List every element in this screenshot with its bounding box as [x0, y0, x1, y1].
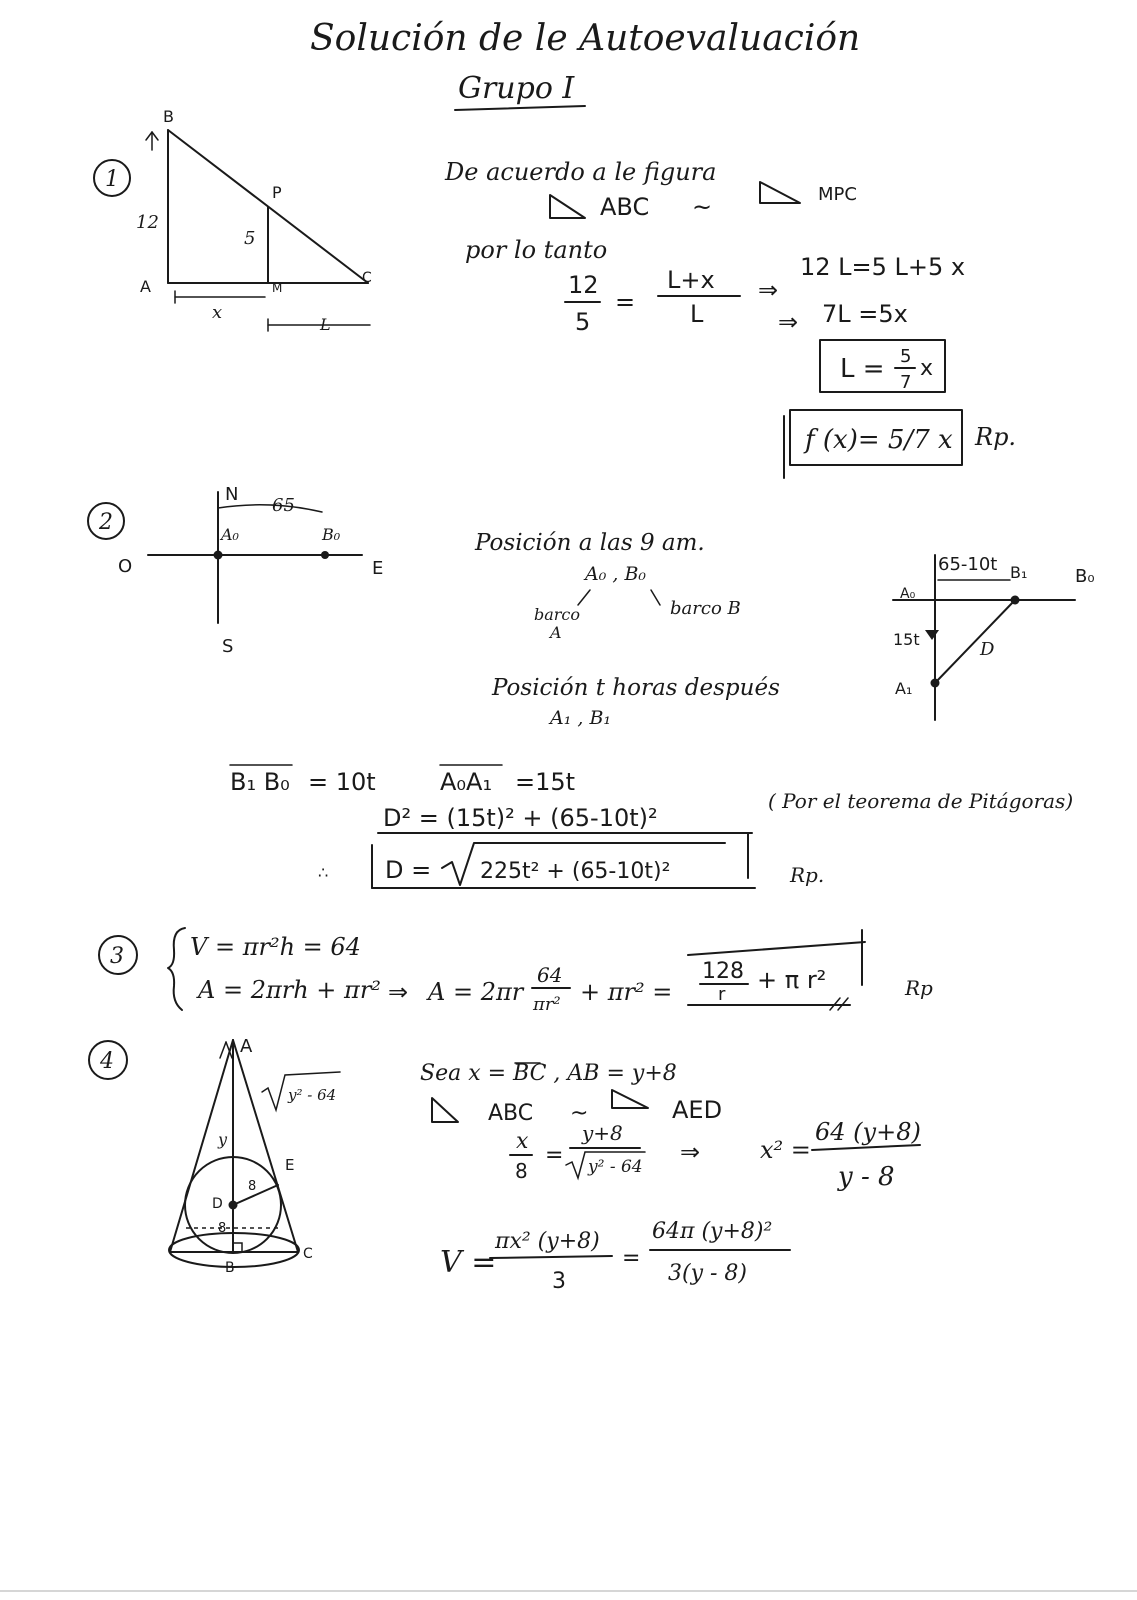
problem-1 [94, 107, 1016, 478]
p4-frac-x: x [516, 1129, 529, 1154]
p4-xsq-num: 64 (y+8) [815, 1118, 921, 1146]
p2-pos-t: Posición t horas después [492, 675, 780, 701]
p2-d-segment [935, 600, 1015, 683]
p2-arrow-b [651, 590, 660, 605]
p1-box-l-x: x [920, 356, 934, 381]
p3-frac-num: 64 [537, 963, 563, 987]
p3-rp: Rp [905, 976, 933, 1000]
p1-label-12: 12 [136, 212, 159, 233]
p2-distance-figure [893, 554, 1095, 720]
p1-label-a: A [140, 277, 151, 296]
p3-volume-eq: V = πr²h = 64 [190, 933, 361, 961]
p2-label-b0: B₀ [322, 525, 341, 544]
p1-result-2: 7L =5x [822, 300, 908, 328]
p3-area-subst: A = 2πr [428, 978, 524, 1006]
p2-fig-b0: B₀ [1075, 566, 1095, 587]
p1-box-f-text: f (x)= 5/7 x [805, 425, 953, 455]
p4-label-8-radius: 8 [248, 1179, 257, 1194]
p2-b1-point [1011, 596, 1020, 605]
p4-volume-den-2: 3(y - 8) [668, 1261, 748, 1286]
p3-implies: ⇒ [388, 978, 409, 1006]
p1-box-l-den: 7 [900, 372, 912, 393]
problem-1-number: 1 [105, 167, 119, 192]
p3-area-plus: + πr² = [580, 978, 673, 1006]
p2-65-arc [218, 505, 322, 512]
p2-label-65: 65 [272, 495, 295, 516]
p1-implies-2: ⇒ [778, 308, 799, 336]
p3-brace [168, 928, 185, 1010]
p4-triangle-icon-1 [432, 1098, 458, 1122]
p2-pos-9am-points: A₀ , B₀ [585, 563, 647, 585]
problem-4 [89, 1036, 921, 1294]
page-subtitle: Grupo I [458, 71, 575, 106]
p1-result-1: 12 L=5 L+5 x [800, 253, 966, 281]
p2-label-o: O [118, 556, 133, 577]
p3-result-rhs: + π r² [757, 966, 827, 994]
p1-box-l-lhs: L = [840, 354, 885, 384]
p4-abc: ABC [488, 1101, 534, 1126]
p1-triangle-icon-2 [760, 182, 800, 203]
p2-fig-top: 65-10t [938, 554, 998, 575]
p4-frac-8: 8 [515, 1159, 528, 1183]
p4-label-e: E [285, 1156, 295, 1174]
p2-rp: Rp. [790, 863, 825, 887]
p4-center-d [229, 1201, 238, 1210]
p4-volume-num-2: 64π (y+8)² [652, 1219, 773, 1244]
p4-x-squared: x² = [760, 1136, 811, 1164]
p2-down-arrow [925, 630, 939, 640]
problem-4-number: 4 [100, 1049, 114, 1074]
p1-label-b: B [163, 107, 174, 126]
p2-barco-a: barco [534, 605, 581, 624]
p4-aed: AED [672, 1096, 723, 1124]
p2-arrow-a [578, 590, 590, 605]
p1-triangle-figure [136, 107, 372, 334]
p2-eq-d-radicand: 225t² + (65-10t)² [480, 859, 671, 884]
p1-mpc: MPC [818, 184, 857, 205]
p4-implies: ⇒ [680, 1138, 701, 1166]
p3-area-eq: A = 2πrh + πr² [198, 976, 381, 1004]
p2-label-s: S [222, 636, 234, 657]
problem-2 [88, 484, 1095, 888]
p4-eq-1: = [545, 1143, 564, 1168]
p2-barco-a-label: A [550, 623, 562, 642]
p2-a1-point [931, 679, 940, 688]
p2-fig-a0: A₀ [900, 586, 916, 602]
p2-pos-t-points: A₁ , B₁ [550, 707, 612, 729]
p3-result-num: 128 [702, 959, 744, 984]
p4-label-d: D [212, 1196, 223, 1212]
p2-b0-point [321, 551, 329, 559]
p1-line-1: De acuerdo a le figura [445, 158, 717, 186]
p4-label-radical: y² - 64 [288, 1086, 337, 1104]
p4-xsq-den: y - 8 [838, 1162, 895, 1192]
p4-label-y: y [218, 1130, 228, 1149]
p1-label-m: M [272, 281, 283, 295]
p2-compass-figure [118, 484, 383, 657]
p4-triangle-icon-2 [612, 1090, 648, 1108]
p4-label-8-lower: 8 [218, 1221, 227, 1236]
p1-equals: = [615, 288, 636, 316]
p1-frac2-den: L [690, 300, 704, 328]
p4-frac-y8: y+8 [582, 1121, 623, 1145]
p2-b1b0: B₁ B₀ [230, 768, 290, 796]
p4-eq-2: = [622, 1246, 641, 1271]
p4-volume-lhs: V = [440, 1245, 497, 1280]
problem-3 [99, 928, 933, 1015]
page-title: Solución de le Autoevaluación [310, 18, 861, 59]
p4-cone-figure [169, 1036, 340, 1276]
p4-label-a: A [240, 1036, 253, 1057]
p4-label-b: B [225, 1260, 235, 1276]
p1-similar: ~ [692, 193, 713, 221]
p1-label-c: C [362, 270, 372, 286]
p2-eq-d-lhs: D = [385, 856, 432, 884]
p3-result-den: r [718, 984, 726, 1005]
p4-label-c: C [303, 1246, 313, 1262]
p1-label-x: x [212, 302, 223, 323]
p2-b1b0-value: = 10t [308, 768, 376, 796]
p4-cone-right [233, 1040, 298, 1252]
p1-abc: ABC [600, 193, 650, 221]
p2-eq-d-squared: D² = (15t)² + (65-10t)² [383, 804, 658, 832]
p2-pythagoras-note: ( Por el teorema de Pitágoras) [768, 789, 1074, 813]
problem-3-number: 3 [110, 944, 124, 969]
p4-right-angle-b [233, 1243, 242, 1252]
p2-fig-a1: A₁ [895, 679, 913, 698]
p1-label-p: P [272, 183, 282, 202]
problem-2-number: 2 [99, 510, 113, 535]
p2-barco-b: barco B [670, 598, 741, 619]
p1-implies-1: ⇒ [758, 276, 779, 304]
p3-frac-den: πr² [533, 994, 561, 1015]
p1-frac-den: 5 [575, 308, 591, 336]
p4-volume-num: πx² (y+8) [495, 1229, 600, 1254]
p2-label-a0: A₀ [221, 525, 239, 544]
p1-triangle-icon-1 [550, 195, 585, 218]
p1-label-l: L [320, 315, 331, 334]
p1-box-l-num: 5 [900, 346, 912, 367]
p4-volume-den: 3 [552, 1269, 566, 1294]
p4-similar: ~ [570, 1101, 589, 1126]
p2-label-n: N [225, 484, 239, 505]
p2-fig-b1: B₁ [1010, 563, 1028, 582]
p2-a0a1: A₀A₁ [440, 768, 493, 796]
subtitle-underline [455, 106, 585, 110]
p1-rp: Rp. [975, 423, 1017, 451]
p2-a0-point [214, 551, 223, 560]
p4-line-1: Sea x = BC , AB = y+8 [420, 1061, 677, 1086]
p2-label-e: E [372, 558, 384, 579]
p1-frac2-num: L+x [667, 266, 715, 294]
p2-pos-9am: Posición a las 9 am. [475, 530, 705, 556]
p1-label-5: 5 [244, 228, 256, 249]
p2-fig-15t: 15t [893, 630, 920, 649]
p2-therefore: ∴ [318, 863, 329, 882]
p2-fig-d: D [980, 639, 995, 660]
p1-line-3: por lo tanto [465, 236, 608, 264]
p2-a0a1-value: =15t [515, 768, 576, 796]
p1-frac-num: 12 [568, 271, 599, 299]
p4-frac-root: y² - 64 [588, 1157, 643, 1177]
